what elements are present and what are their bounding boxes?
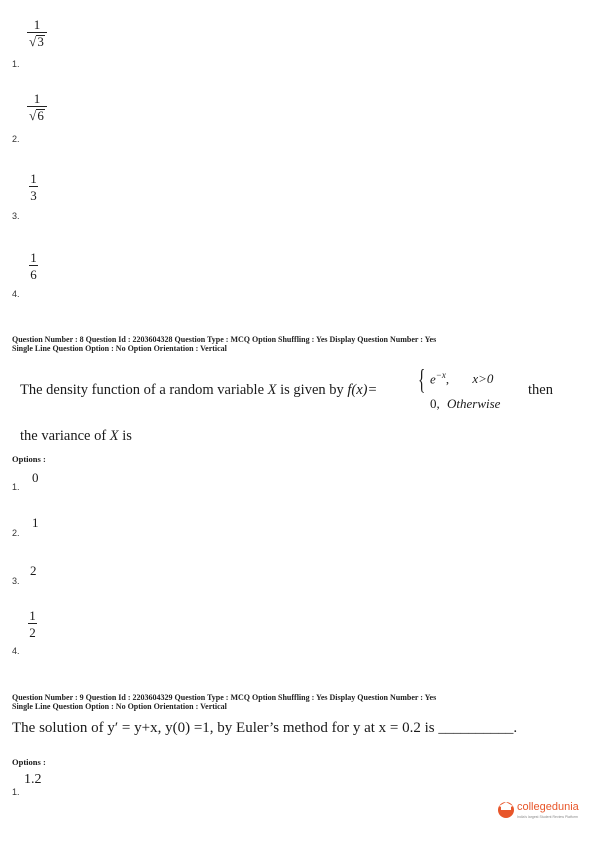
case-1-expr: e — [430, 371, 436, 387]
case-2 — [430, 396, 500, 412]
svg-text:India's largest Student Review: India's largest Student Review Platform — [517, 815, 578, 819]
fraction-bar — [29, 265, 38, 266]
option-number: 4. — [12, 289, 20, 299]
is-text: is — [122, 428, 132, 444]
options-label: Options : — [12, 757, 46, 767]
question-text-is-given-by: is given by — [280, 382, 344, 398]
variance-text: the variance of — [20, 428, 107, 444]
option-number: 1. — [12, 787, 20, 797]
option-value: 0 — [32, 470, 39, 485]
answer-blank: __________. — [438, 720, 518, 736]
option-number: 3. — [12, 576, 20, 586]
denominator: 2 — [29, 625, 36, 640]
fraction-bar — [29, 186, 38, 187]
question-text: The density function of a random variable — [20, 382, 265, 398]
sqrt: √ 6 — [29, 108, 44, 123]
question-8-header-line1: Question Number : 8 Question Id : 2203604328 Question Type : MCQ Option Shuffling : Yes Display Question Number : Yes — [12, 335, 437, 344]
option-number: 1. — [12, 59, 20, 69]
collegedunia-logo — [495, 796, 590, 826]
question-9-text — [12, 720, 517, 737]
question-8-then: then — [528, 382, 553, 398]
option-number: 2. — [12, 134, 20, 144]
case-2-condition: Otherwise — [447, 396, 501, 411]
numerator: 1 — [29, 608, 36, 623]
case-2-expr: 0, — [430, 396, 440, 411]
numerator: 1 — [30, 250, 37, 265]
question-8-text-line2 — [20, 428, 132, 445]
sqrt: √ 3 — [29, 34, 44, 49]
option-number: 2. — [12, 528, 20, 538]
numerator: 1 — [33, 91, 41, 106]
question-text: The solution of y′ = y+x, y(0) =1, by Euler’s method for y at x = 0.2 is — [12, 720, 435, 736]
option-number: 3. — [12, 211, 20, 221]
option-value: 2 — [30, 563, 37, 578]
case-1 — [430, 370, 493, 387]
option-value: 1 — [32, 515, 39, 530]
denominator: 3 — [30, 188, 37, 203]
question-8-text — [20, 382, 377, 399]
fraction-bar — [27, 32, 47, 33]
variable-x: X — [109, 428, 119, 444]
option-number: 4. — [12, 646, 20, 656]
fraction-bar — [27, 106, 47, 107]
fraction-bar — [28, 623, 37, 624]
numerator: 1 — [30, 171, 37, 186]
svg-text:collegedunia: collegedunia — [517, 801, 579, 813]
question-9-header-line1: Question Number : 9 Question Id : 2203604329 Question Type : MCQ Option Shuffling : Yes Display Question Number : Yes — [12, 693, 437, 702]
case-1-condition: x>0 — [472, 371, 494, 387]
question-8-header-line2: Single Line Question Option : No Option Orientation : Vertical — [12, 344, 227, 353]
question-9-header-line2: Single Line Question Option : No Option Orientation : Vertical — [12, 702, 227, 711]
logo-icon — [495, 796, 590, 826]
option-number: 1. — [12, 482, 20, 492]
function-fx: f(x)= — [347, 382, 378, 398]
denominator: 6 — [30, 267, 37, 282]
option-value: 1.2 — [24, 772, 42, 787]
case-1-exponent: −x — [435, 370, 446, 380]
left-brace: { — [418, 365, 426, 396]
options-label: Options : — [12, 454, 46, 464]
variable-x: X — [267, 382, 277, 398]
numerator: 1 — [33, 17, 41, 32]
case-1-separator: , — [445, 371, 450, 387]
